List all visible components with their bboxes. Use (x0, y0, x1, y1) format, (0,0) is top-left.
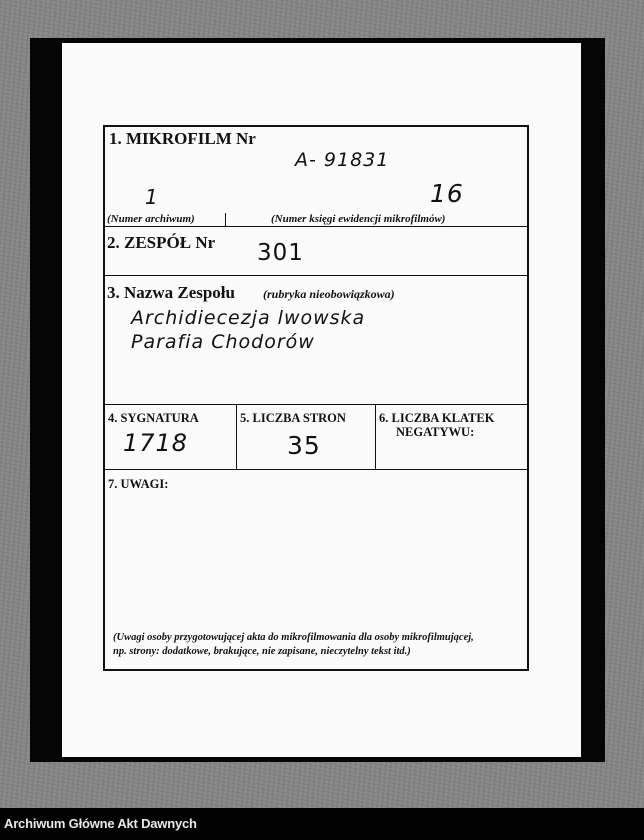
fond-number: 301 (257, 240, 304, 266)
field6-label-line1: 6. LICZBA KLATEK (379, 411, 495, 425)
field7-label: 7. UWAGI: (108, 477, 169, 491)
divider-3 (105, 404, 527, 405)
register-number-caption: (Numer księgi ewidencji mikrofilmów) (271, 213, 446, 225)
microfilm-number: A- 91831 (295, 149, 390, 171)
divider-1 (105, 226, 527, 227)
archive-number: 1 (145, 185, 159, 209)
field4-label: 4. SYGNATURA (108, 411, 199, 425)
field3-note: (rubryka nieobowiązkowa) (263, 287, 395, 301)
footer-bar (0, 808, 644, 840)
divider-4 (105, 469, 527, 470)
form-box (103, 125, 529, 671)
field7-instructions-line1: (Uwagi osoby przygotowującej akta do mikrofilmowania dla osoby mikrofilmującej, (113, 632, 474, 643)
archive-number-caption: (Numer archiwum) (107, 213, 195, 225)
field7-instructions-line2: np. strony: dodatkowe, brakujące, nie zapisane, nieczytelny tekst itd.) (113, 646, 411, 657)
column-divider-1 (236, 404, 237, 469)
field2-label: 2. ZESPÓŁ Nr (107, 233, 216, 252)
field1-label: 1. MIKROFILM Nr (109, 129, 256, 148)
register-number: 16 (430, 179, 464, 208)
archive-name: Archiwum Główne Akt Dawnych (4, 816, 197, 831)
page-count-value: 35 (287, 431, 321, 460)
field3-label: 3. Nazwa Zespołu (107, 283, 235, 302)
fond-name-line2: Parafia Chodorów (131, 331, 315, 353)
field5-label: 5. LICZBA STRON (240, 411, 346, 425)
signature-value: 1718 (123, 429, 189, 457)
fond-name-line1: Archidiecezja lwowska (131, 307, 366, 329)
caption-divider (225, 213, 226, 226)
field6-label-line2: NEGATYWU: (396, 425, 475, 439)
column-divider-2 (375, 404, 376, 469)
divider-2 (105, 275, 527, 276)
